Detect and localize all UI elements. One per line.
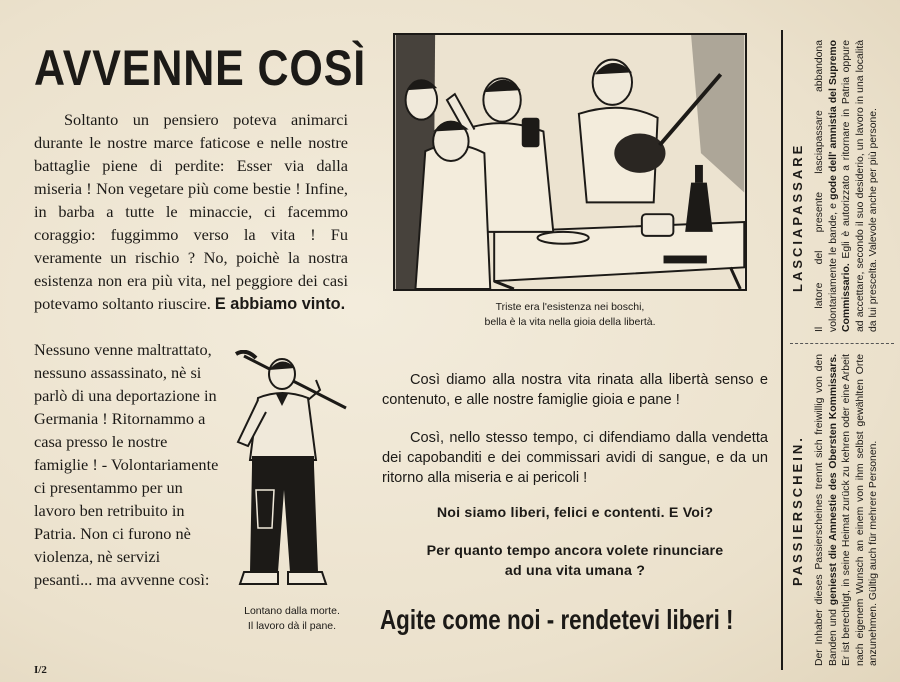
worker-caption	[226, 604, 358, 634]
worker-illustration	[226, 350, 358, 590]
passierschein-text	[813, 354, 881, 666]
lasciapassare-title: LASCIAPASSARE	[790, 142, 805, 292]
cut-line	[790, 343, 894, 344]
illustration-caption-line-2: bella è la vita nella gioia della libertà.	[484, 316, 656, 328]
lasciapassare-text-a: Il latore del presente lasciapassare abbandona volontariamente le bande, e	[814, 40, 839, 332]
middle-paragraph-1: Così diamo alla nostra vita rinata alla libertà senso e contenuto, e alle nostre famiglie gioia e pane !	[382, 372, 768, 408]
worker-caption-line-2: Il lavoro dà il pane.	[247, 620, 337, 632]
lasciapassare-text-bold: gode dell' amnistia del Supremo Commissario.	[827, 39, 853, 332]
left-column-text-continued: Nessuno venne maltrattato, nessuno assassinato, nè si parlò di una deportazione in Germania ! Ritornammo a casa presso le nostre famiglie ! - Volontariamente ci presentammo per un lavoro ben retribuito in Patria. Non ci furono nè violenza, nè servizi pesanti... ma avvenne così:	[34, 340, 219, 589]
worker-caption-line-1: Lontano dalla morte.	[244, 605, 340, 617]
passierschein-text-a: Der Inhaber dieses Passierscheines trennt sich freiwillig von den Banden und	[814, 354, 839, 666]
left-paragraph-1-bold: E abbiamo vinto.	[214, 295, 346, 313]
page-title: AVVENNE COSÌ	[34, 40, 367, 96]
left-paragraph-1: Soltanto un pensiero poteva animarci durante le nostre marce faticose e nelle nostre battaglie piene di perdite: Esser via dalla miseria ! Non vegetare più come bestie ! Infine, in barba a tutte le minaccie, ci facemmo coraggio: fuggimmo verso la vita ! Fu veramente un rischio ? No, poichè la nostra esistenza non era più vita, nel peggiore dei casi potevamo soltanto riuscire.	[34, 110, 348, 313]
middle-bold-question-2-line-2: ad una vita umana ?	[504, 563, 646, 579]
middle-paragraph-2: Così, nello stesso tempo, ci difendiamo dalla vendetta dei capobanditi e dei commissari avidi di sangue, e da un ritorno alla miseria e ai pericoli !	[382, 430, 768, 486]
middle-bold-question: Noi siamo liberi, felici e contenti. E Voi?	[436, 505, 714, 521]
lasciapassare-text-c: Egli è autorizzato a ritornare in Patria oppure ad accettare, secondo il suo desiderio, un lavoro in una località da lui prescelta. Valevole anche per più persone.	[841, 40, 880, 332]
page-number: I/2	[34, 664, 47, 676]
slogan: Agite come noi - rendetevi liberi !	[380, 604, 734, 635]
middle-bold-question-2-line-1: Per quanto tempo ancora volete rinunciare	[426, 543, 724, 559]
passierschein-title: PASSIERSCHEIN.	[790, 435, 805, 586]
illustration-caption-line-1: Triste era l'esistenza nei boschi,	[495, 301, 645, 313]
illustration-caption	[393, 300, 747, 330]
passierschein-text-bold: geniesst die Amnestie des Obersten Kommissars.	[827, 354, 839, 606]
left-column-text	[34, 108, 348, 316]
lasciapassare-text	[813, 40, 881, 332]
column-divider	[781, 30, 783, 670]
passierschein-text-c: Er ist berechtigt, in seine Heimat zurück zu kehren oder eine Arbeit nach eigenem Wunsch an einem von ihm selbst gewählten Orte anzunehmen. Gültig auch für mehrere Personen.	[841, 354, 880, 666]
middle-bold-question-2	[382, 541, 768, 581]
forest-party-illustration	[393, 33, 747, 291]
